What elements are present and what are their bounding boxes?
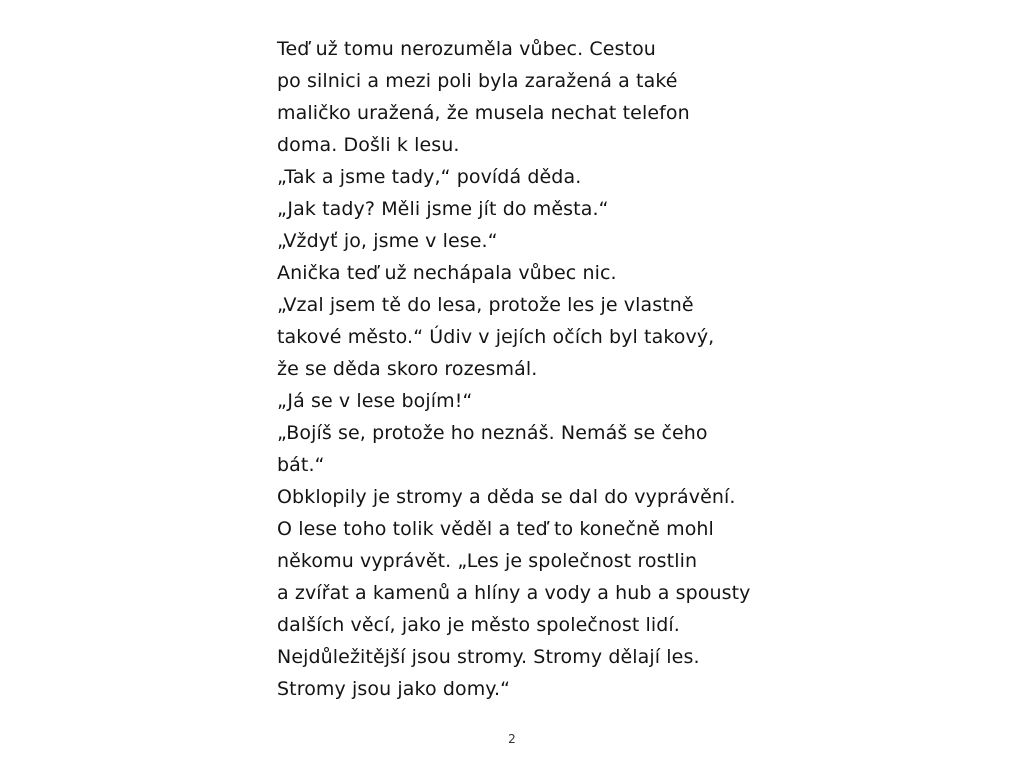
text-line: „Tak a jsme tady,“ povídá děda. — [277, 166, 582, 188]
text-line: po silnici a mezi poli byla zaražená a také — [277, 70, 678, 92]
text-line: takové město.“ Údiv v jejích očích byl takový, — [277, 326, 715, 348]
text-line: že se děda skoro rozesmál. — [277, 358, 538, 380]
text-line: dalších věcí, jako je město společnost lidí. — [277, 614, 680, 636]
text-line: „Vždyť jo, jsme v lese.“ — [277, 230, 498, 252]
text-line: „Já se v lese bojím!“ — [277, 390, 473, 412]
text-line: O lese toho tolik věděl a teď to konečně mohl — [277, 518, 714, 540]
text-line: „Vzal jsem tě do lesa, protože les je vlastně — [277, 294, 694, 316]
text-line: Teď už tomu nerozuměla vůbec. Cestou — [277, 38, 656, 60]
text-line: Obklopily je stromy a děda se dal do vyprávění. — [277, 486, 736, 508]
text-body — [277, 33, 777, 705]
text-line: Anička teď už nechápala vůbec nic. — [277, 262, 617, 284]
text-line: Nejdůležitější jsou stromy. Stromy dělají les. — [277, 646, 700, 668]
text-line: Stromy jsou jako domy.“ — [277, 678, 511, 700]
text-line: někomu vyprávět. „Les je společnost rostlin — [277, 550, 698, 572]
text-line: doma. Došli k lesu. — [277, 134, 460, 156]
text-line: „Jak tady? Měli jsme jít do města.“ — [277, 198, 609, 220]
page-number: 2 — [508, 732, 516, 746]
text-line: bát.“ — [277, 454, 325, 476]
text-line: „Bojíš se, protože ho neznáš. Nemáš se čeho — [277, 422, 708, 444]
text-line: a zvířat a kamenů a hlíny a vody a hub a spousty — [277, 582, 751, 604]
text-line: maličko uražená, že musela nechat telefon — [277, 102, 690, 124]
